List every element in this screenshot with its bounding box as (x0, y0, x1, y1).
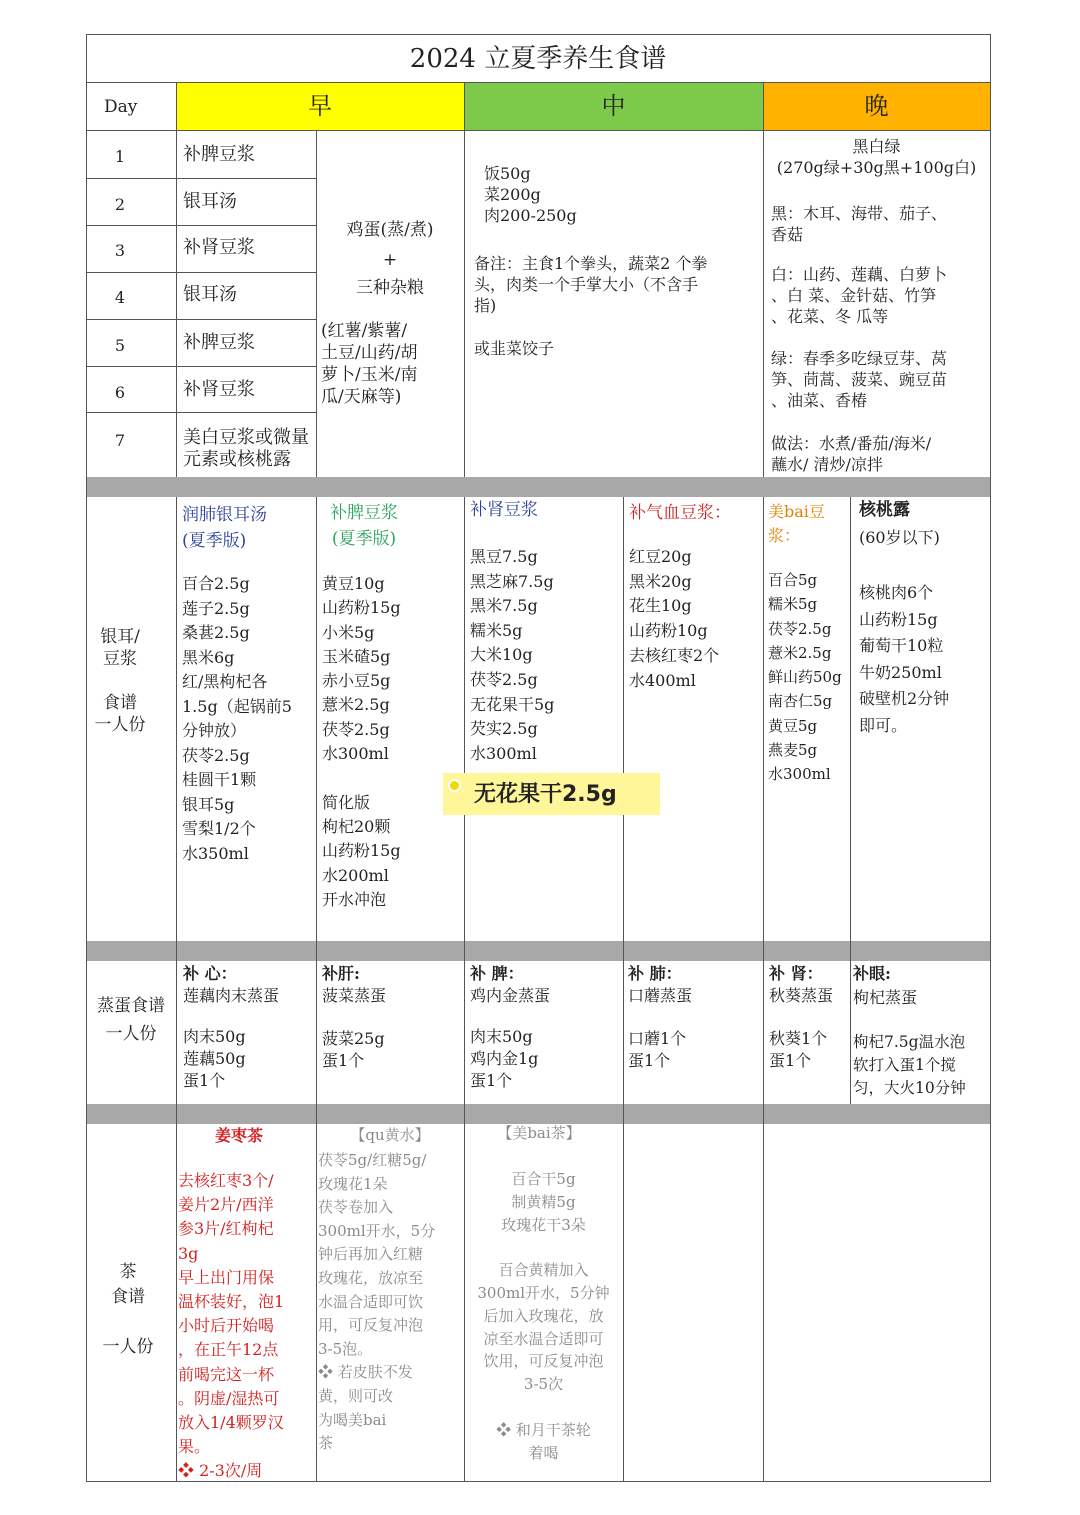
egg-recipe-items: 枸杞7.5g温水泡 软打入蛋1个搅 匀，大火10分钟 (853, 1033, 966, 1097)
separator-band (86, 1104, 990, 1124)
breakfast-drink: 银耳汤 (183, 191, 237, 212)
sticker-text: 无花果干2.5g (474, 782, 617, 807)
egg-recipe-name: 菠菜蒸蛋 (322, 986, 387, 1005)
header-day: Day (104, 97, 138, 117)
grid-line (176, 497, 177, 1482)
egg-recipe-name: 莲藕肉末蒸蛋 (183, 986, 280, 1005)
breakfast-drink: 补肾豆浆 (183, 379, 255, 400)
soy-recipe-subtitle: (60岁以下) (859, 528, 940, 547)
breakfast-drink: 补脾豆浆 (183, 332, 255, 353)
egg-recipe-items: 菠菜25g 蛋1个 (322, 1029, 385, 1070)
egg-recipe-head: 补 肾： (769, 964, 823, 983)
breakfast-drink: 银耳汤 (183, 284, 237, 305)
egg-recipe-head: 补 心： (183, 964, 237, 983)
day-number: 1 (114, 147, 126, 166)
grid-line (86, 272, 316, 273)
day-number: 7 (114, 431, 126, 450)
soy-recipe-title: 补气血豆浆： (629, 503, 731, 523)
dinner-white: 白：山药、莲藕、白萝卜 、白 菜、金针菇、竹笋 、花菜、冬 瓜等 (771, 265, 948, 326)
table-border (86, 34, 991, 35)
grid-line (316, 497, 317, 1482)
egg-recipe-name: 枸杞蒸蛋 (853, 988, 918, 1007)
soy-recipe-title: 美bai豆 浆： (768, 502, 825, 545)
day-number: 2 (114, 195, 126, 214)
lunch-portions: 饭50g 菜200g 肉200-250g (484, 164, 577, 225)
page-title: 2024 立夏季养生食谱 (409, 44, 667, 74)
grid-line (86, 412, 316, 413)
soy-recipe-title: 核桃露 (859, 500, 910, 520)
breakfast-egg: 鸡蛋(蒸/煮) (346, 220, 434, 240)
tea-ginger-title: 姜枣茶 (214, 1126, 263, 1145)
tea-yellow-body: 茯苓5g/红糖5g/ 玫瑰花1朵 茯苓卷加入 300ml开水，5分 钟后再加入红糖 玫瑰花，放凉至 水温合适即可饮 用，可反复冲泡 3-5泡。 ❖ 若皮肤不发 黄，则可改 为喝美bai 茶 (318, 1151, 436, 1453)
sticker-dot-icon (448, 779, 461, 792)
lunch-note: 备注：主食1个拳头，蔬菜2 个拳 头，肉类一个手掌大小（不含手 指) (474, 254, 708, 315)
breakfast-drink: 补肾豆浆 (183, 237, 255, 258)
grid-line (316, 130, 317, 477)
egg-recipe-name: 鸡内金蒸蛋 (470, 986, 551, 1005)
egg-row-label: 蒸蛋食谱 一人份 (97, 996, 165, 1044)
grid-line (623, 497, 624, 1482)
soy-recipe-items: 红豆20g 黑米20g 花生10g 山药粉10g 去核红枣2个 水400ml (629, 547, 720, 690)
egg-recipe-items: 肉末50g 鸡内金1g 蛋1个 (470, 1027, 539, 1090)
header-morning: 早 (308, 92, 332, 120)
soy-recipe-items: 黑豆7.5g 黑芝麻7.5g 黑米7.5g 糯米5g 大米10g 茯苓2.5g 无花果干5g 芡实2.5g 水300ml (470, 547, 555, 763)
grid-line (850, 497, 851, 1104)
dinner-title: 黑白绿 (270g绿+30g黑+100g白) (776, 137, 977, 177)
tea-yellow-title: 【qu黄水】 (350, 1126, 430, 1144)
breakfast-drink: 美白豆浆或微量 元素或核桃露 (183, 427, 309, 470)
soy-row-label: 银耳/ 豆浆 食谱 一人份 (94, 627, 146, 735)
egg-recipe-head: 补 肺： (628, 964, 682, 983)
egg-recipe-name: 秋葵蒸蛋 (769, 986, 834, 1005)
separator-band (86, 941, 990, 961)
egg-recipe-head: 补眼: (853, 964, 891, 983)
soy-recipe-items: 黄豆10g 山药粉15g 小米5g 玉米碴5g 赤小豆5g 薏米2.5g 茯苓2.5g 水300ml 简化版 枸杞20颗 山药粉15g 水200ml 开水冲泡 (322, 574, 401, 909)
table-border (990, 34, 991, 1482)
breakfast-grains: 三种杂粮 (356, 278, 424, 298)
soy-recipe-title: 补肾豆浆 (470, 500, 538, 520)
tea-ginger-body: 去核红枣3个/ 姜片2片/西洋 参3片/红枸杞 3g 早上出门用保 温杯装好，泡1 小时后开始喝 ，在正午12点 前喝完这一杯 。阴虚/湿热可 放入1/4颗罗汉 果。 ❖ 2-3次/周 (178, 1171, 285, 1481)
day-number: 6 (114, 383, 126, 402)
dinner-black: 黑：木耳、海带、茄子、 香菇 (771, 204, 948, 244)
breakfast-drink: 补脾豆浆 (183, 144, 255, 165)
lunch-alt: 或韭菜饺子 (474, 339, 555, 358)
soy-recipe-items: 百合5g 糯米5g 茯苓2.5g 薏米2.5g 鲜山药50g 南杏仁5g 黄豆5g 燕麦5g 水300ml (768, 571, 842, 784)
egg-recipe-head: 补肝: (322, 964, 360, 983)
soy-recipe-title: 补脾豆浆 (夏季版) (330, 503, 398, 549)
grid-line (86, 178, 316, 179)
separator-band (86, 477, 990, 497)
header-evening: 晚 (864, 92, 889, 120)
grid-line (86, 225, 316, 226)
soy-recipe-title: 润肺银耳汤 (夏季版) (182, 505, 267, 551)
egg-recipe-items: 秋葵1个 蛋1个 (769, 1029, 828, 1070)
egg-recipe-items: 肉末50g 莲藕50g 蛋1个 (183, 1027, 246, 1090)
table-border (86, 82, 991, 83)
header-noon: 中 (601, 92, 626, 120)
day-number: 3 (114, 241, 126, 260)
grid-line (464, 82, 465, 477)
grid-line (86, 319, 316, 320)
soy-recipe-items: 核桃肉6个 山药粉15g 葡萄干10粒 牛奶250ml 破壁机2分钟 即可。 (859, 583, 950, 735)
egg-recipe-items: 口蘑1个 蛋1个 (628, 1029, 687, 1070)
day-number: 5 (114, 336, 126, 355)
breakfast-grains-detail: (红薯/紫薯/ 土豆/山药/胡 萝卜/玉米/南 瓜/天麻等) (321, 321, 418, 407)
grid-line (763, 497, 764, 1482)
grid-line (176, 82, 177, 477)
day-number: 4 (114, 288, 126, 307)
table-border (86, 130, 991, 131)
dinner-method: 做法：水煮/番茄/海米/ 蘸水/ 清炒/凉拌 (771, 434, 932, 474)
egg-recipe-name: 口蘑蒸蛋 (628, 986, 693, 1005)
egg-recipe-head: 补 脾： (470, 964, 524, 983)
tea-white-title: 【美bai茶】 (497, 1124, 581, 1142)
grid-line (86, 366, 316, 367)
breakfast-plus: + (382, 250, 398, 270)
soy-recipe-items: 百合2.5g 莲子2.5g 桑葚2.5g 黑米6g 红/黑枸杞各 1.5g（起锅前5 分钟放） 茯苓2.5g 桂圆干1颗 银耳5g 雪梨1/2个 水350ml (182, 574, 292, 863)
dinner-green: 绿：春季多吃绿豆芽、莴 笋、茼蒿、菠菜、豌豆苗 、油菜、香椿 (771, 349, 948, 410)
tea-white-body: 百合干5g 制黄精5g 玫瑰花干3朵 百合黄精加入 300ml开水，5分钟 后加入玫瑰花，放 凉至水温合适即可 饮用，可反复冲泡 3-5次 ❖ 和月干茶轮 着喝 (477, 1170, 610, 1462)
tea-row-label: 茶 食谱 一人份 (102, 1262, 154, 1357)
